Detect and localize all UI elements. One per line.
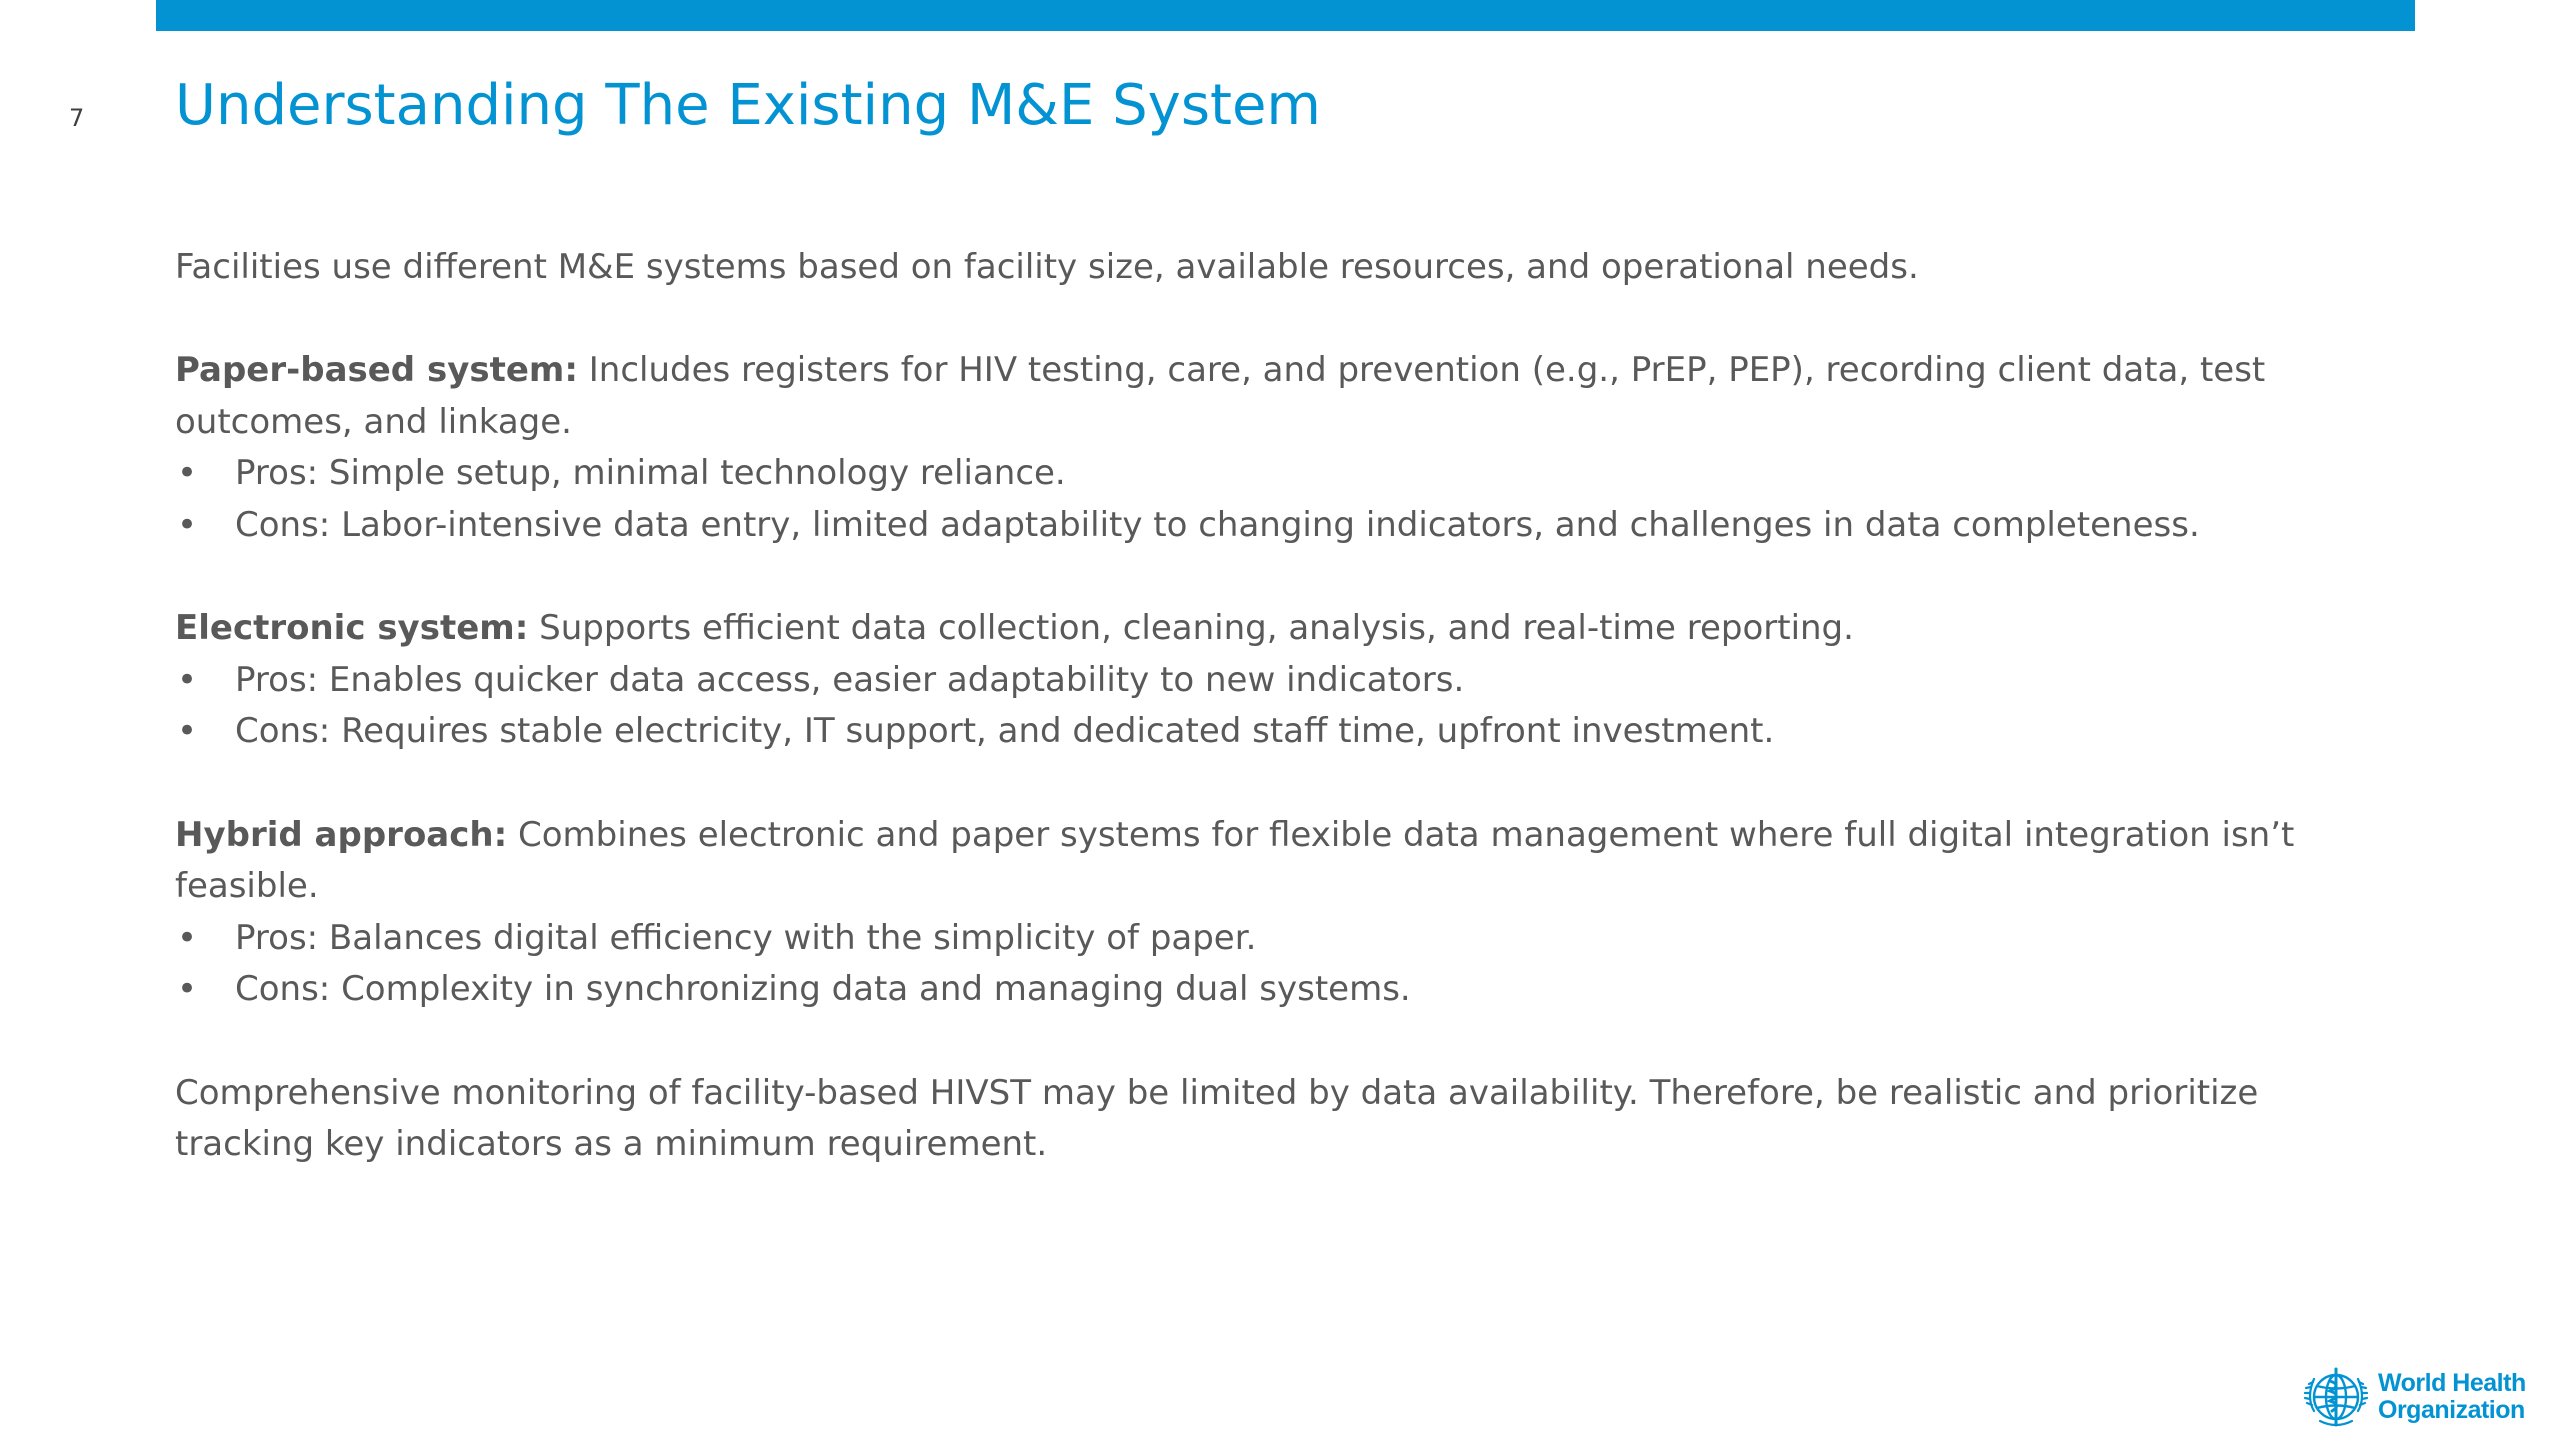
bullet-list (175, 655, 2405, 758)
list-item (175, 706, 2405, 758)
bullet-icon: • (176, 659, 198, 700)
bullet-text: Cons: Labor-intensive data entry, limited adaptability to changing indicators, and challenges in data completeness. (235, 504, 2200, 545)
section-text: Combines electronic and paper systems for flexible data management where full digital integration isn’t feasible. (175, 814, 2295, 907)
logo-line-2: Organization (2378, 1396, 2525, 1424)
who-logo (2300, 1362, 2550, 1432)
bullet-list (175, 448, 2405, 551)
bullet-list (175, 913, 2405, 1016)
bullet-text: Pros: Balances digital efficiency with the simplicity of paper. (235, 917, 1257, 958)
bullet-icon: • (176, 711, 198, 752)
bullet-icon: • (176, 917, 198, 958)
bullet-text: Pros: Enables quicker data access, easier adaptability to new indicators. (235, 659, 1465, 700)
section-label: Hybrid approach: (175, 814, 508, 855)
bullet-text: Cons: Complexity in synchronizing data and managing dual systems. (235, 969, 1411, 1010)
conclusion-paragraph: Comprehensive monitoring of facility-based HIVST may be limited by data availability. Therefore, be realistic and prioritize tracking key indicators as a minimum requirement. (175, 1072, 2259, 1165)
section-text: Includes registers for HIV testing, care, and prevention (e.g., PrEP, PEP), recording client data, test outcomes, and linkage. (175, 350, 2266, 442)
slide-number: 7 (69, 104, 85, 132)
who-emblem-icon (2300, 1361, 2372, 1433)
bullet-text: Cons: Requires stable electricity, IT support, and dedicated staff time, upfront investment. (235, 711, 1775, 752)
list-item (175, 964, 2405, 1016)
logo-line-1: World Health (2378, 1369, 2526, 1397)
section-hybrid (175, 810, 2405, 913)
bullet-icon: • (176, 504, 198, 545)
section-paper-based (175, 345, 2405, 448)
bullet-icon: • (176, 969, 198, 1010)
section-label: Paper-based system: (175, 350, 578, 391)
section-electronic (175, 603, 2405, 655)
slide-body (175, 242, 2405, 1171)
bullet-text: Pros: Simple setup, minimal technology reliance. (235, 453, 1066, 494)
list-item (175, 655, 2405, 707)
top-accent-bar (156, 0, 2415, 31)
bullet-icon: • (176, 453, 198, 494)
section-label: Electronic system: (175, 608, 529, 649)
slide-title: Understanding The Existing M&E System (175, 73, 1321, 138)
intro-paragraph: Facilities use different M&E systems based on facility size, available resources, and operational needs. (175, 247, 1919, 287)
section-text: Supports efficient data collection, cleaning, analysis, and real-time reporting. (528, 608, 1854, 649)
who-wordmark (2378, 1370, 2526, 1424)
list-item (175, 448, 2405, 500)
list-item (175, 913, 2405, 965)
list-item (175, 500, 2405, 552)
